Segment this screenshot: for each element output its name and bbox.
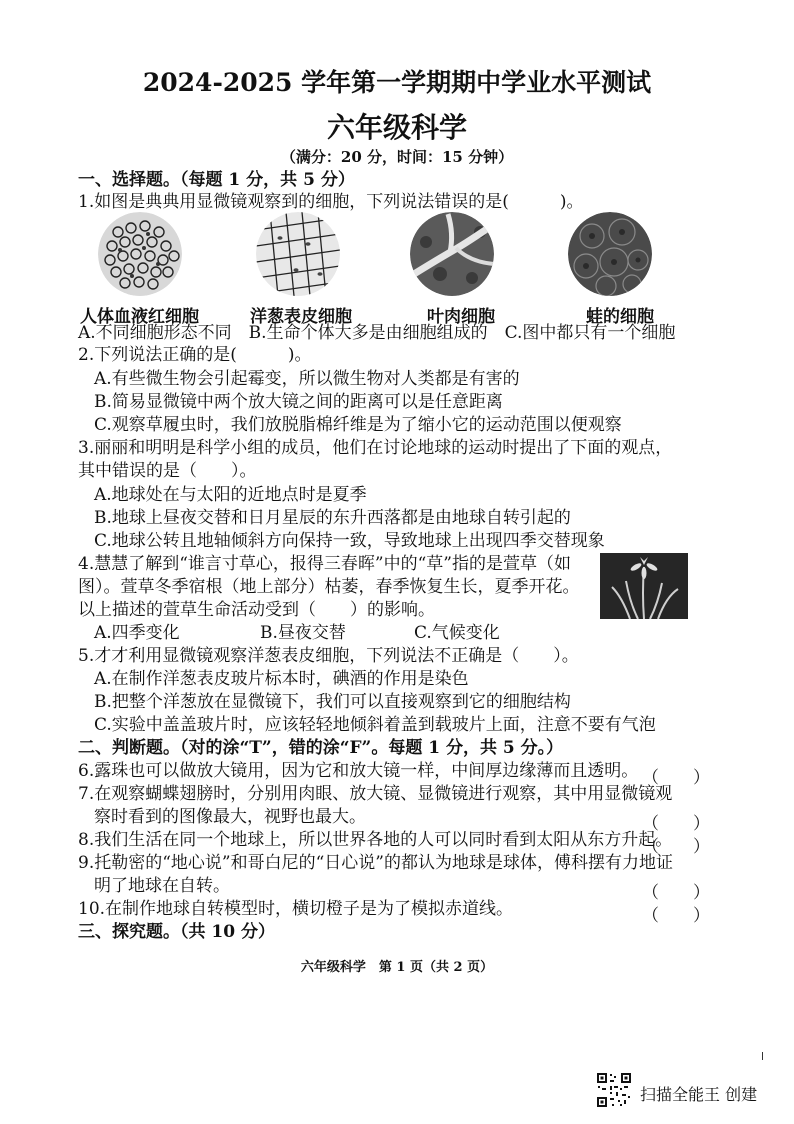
question-6-answer-blank[interactable]: （ ）	[642, 768, 710, 788]
question-5-option-b: B.把整个洋葱放在显微镜下，我们可以直接观察到它的细胞结构	[94, 692, 571, 712]
section-2-heading: 二、判断题。（对的涂“T”，错的涂“F”。每题 1 分，共 5 分。）	[78, 738, 564, 758]
caption-frog-cell: 蛙的细胞	[586, 307, 654, 327]
section-1-heading: 一、选择题。（每题 1 分，共 5 分）	[78, 170, 355, 190]
red-blood-cell-image	[98, 212, 182, 296]
section-3-heading: 三、探究题。（共 10 分）	[78, 922, 275, 942]
cell-images	[80, 212, 690, 302]
question-4-stem-line2: 图）。萱草冬季宿根（地上部分）枯萎，春季恢复生长，夏季开花。	[78, 577, 580, 597]
page-footer: 六年级科学 第 1 页（共 2 页）	[300, 960, 494, 975]
question-8-answer-blank[interactable]: （ ）	[642, 837, 710, 857]
question-3-stem-line2: 其中错误的是（ ）。	[78, 461, 257, 481]
question-2-option-c: C.观察草履虫时，我们放脱脂棉纤维是为了缩小它的运动范围以便观察	[94, 415, 622, 435]
question-5-option-a: A.在制作洋葱表皮玻片标本时，碘酒的作用是染色	[94, 669, 469, 689]
frog-cell-image	[568, 212, 652, 296]
question-2-stem: 2.下列说法正确的是( )。	[78, 345, 312, 365]
scanner-watermark: 扫描全能王 创建	[640, 1085, 758, 1104]
question-1-stem: 1.如图是典典用显微镜观察到的细胞，下列说法错误的是( )。	[78, 192, 584, 212]
score-time-info: （满分：20 分，时间：15 分钟）	[280, 148, 514, 166]
question-9-line1: 9.托勒密的“地心说”和哥白尼的“日心说”的都认为地球是球体，傅科摆有力地证	[78, 853, 673, 873]
question-6: 6.露珠也可以做放大镜用，因为它和放大镜一样，中间厚边缘薄而且透明。	[78, 761, 639, 781]
question-10: 10.在制作地球自转模型时，横切橙子是为了模拟赤道线。	[78, 899, 514, 919]
question-9-answer-blank[interactable]: （ ）	[642, 883, 710, 903]
question-4-option-b: B.昼夜交替	[260, 623, 346, 643]
subject-title: 六年级科学	[326, 111, 467, 144]
caption-leaf-cell: 叶肉细胞	[427, 307, 495, 327]
caption-red-blood-cell: 人体血液红细胞	[80, 307, 199, 327]
question-7-line2: 察时看到的图像最大，视野也最大。	[94, 807, 366, 827]
question-2-option-a: A.有些微生物会引起霉变，所以微生物对人类都是有害的	[94, 369, 520, 389]
question-4-stem-line1: 4.慧慧了解到“谁言寸草心，报得三春晖”中的“草”指的是萱草（如	[78, 554, 571, 574]
question-9-line2: 明了地球在自转。	[94, 876, 230, 896]
question-8: 8.我们生活在同一个地球上，所以世界各地的人可以同时看到太阳从东方升起。	[78, 830, 673, 850]
question-2-option-b: B.简易显微镜中两个放大镜之间的距离可以是任意距离	[94, 392, 503, 412]
question-3-option-c: C.地球公转且地轴倾斜方向保持一致，导致地球上出现四季交替现象	[94, 531, 605, 551]
question-3-stem-line1: 3.丽丽和明明是科学小组的成员，他们在讨论地球的运动时提出了下面的观点，	[78, 438, 673, 458]
scan-mark	[762, 1052, 763, 1060]
question-4-option-a: A.四季变化	[94, 623, 180, 643]
question-3-option-b: B.地球上昼夜交替和日月星辰的东升西落都是由地球自转引起的	[94, 508, 571, 528]
qr-code-icon	[596, 1072, 632, 1108]
question-1-options: A.不同细胞形态不同 B.生命个体大多是由细胞组成的 C.图中都只有一个细胞	[78, 323, 676, 343]
daylily-image	[600, 553, 688, 619]
question-7-answer-blank[interactable]: （ ）	[642, 814, 710, 834]
question-4-option-c: C.气候变化	[414, 623, 500, 643]
question-4-stem-line3: 以上描述的萱草生命活动受到（ ）的影响。	[78, 600, 435, 620]
question-7-line1: 7.在观察蝴蝶翅膀时，分别用肉眼、放大镜、显微镜进行观察，其中用显微镜观	[78, 784, 673, 804]
exam-title: 2024-2025 学年第一学期期中学业水平测试	[142, 68, 652, 97]
question-3-option-a: A.地球处在与太阳的近地点时是夏季	[94, 485, 367, 505]
question-5-option-c: C.实验中盖盖玻片时，应该轻轻地倾斜着盖到载玻片上面，注意不要有气泡	[94, 715, 656, 735]
question-5-stem: 5.才才利用显微镜观察洋葱表皮细胞，下列说法不正确是（ ）。	[78, 646, 579, 666]
caption-onion-cell: 洋葱表皮细胞	[250, 307, 352, 327]
leaf-cell-image	[410, 212, 494, 296]
question-10-answer-blank[interactable]: （ ）	[642, 906, 710, 926]
onion-cell-image	[256, 212, 340, 296]
